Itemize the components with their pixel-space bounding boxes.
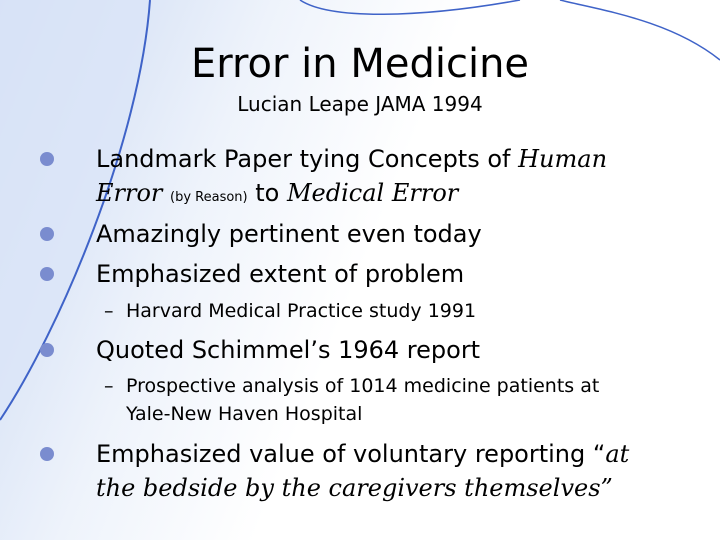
bullet-4-sub-line-2: Yale-New Haven Hospital <box>126 403 363 425</box>
bullet-icon <box>40 227 54 241</box>
bullet-2-text: Amazingly pertinent even today <box>96 220 482 248</box>
bullet-4-sub-text-1: Prospective analysis of 1014 medicine patients at <box>126 375 600 397</box>
bullet-5-text: Emphasized value of voluntary reporting “ <box>96 440 606 468</box>
page-title: Error in Medicine <box>190 41 530 87</box>
bullet-1-italic-human: Human <box>518 145 608 173</box>
bullet-4-text: Quoted Schimmel’s 1964 report <box>96 336 481 364</box>
bullet-5-line-1 <box>96 438 629 470</box>
bullet-3-sub-text: Harvard Medical Practice study 1991 <box>126 300 477 322</box>
bullet-3-text: Emphasized extent of problem <box>96 260 465 288</box>
page-subtitle: Lucian Leape JAMA 1994 <box>237 92 483 116</box>
bullet-1-italic-medical-error: Medical Error <box>286 179 459 207</box>
bullet-5-italic-at: at <box>605 440 630 468</box>
bullet-1-line-2 <box>96 177 458 214</box>
bullet-icon <box>40 152 54 166</box>
bullet-1-line-1 <box>96 143 607 175</box>
bullet-1-italic-error: Error <box>96 179 171 207</box>
bullet-icon <box>40 447 54 461</box>
bullet-icon <box>40 343 54 357</box>
bullet-1-to: to <box>247 179 287 207</box>
bullet-1-small-note: (by Reason) <box>170 190 248 205</box>
sub-dash: – <box>104 300 114 322</box>
sub-dash: – <box>104 375 114 397</box>
bullet-4-sub-line-1 <box>104 374 599 398</box>
bullet-3-sub-1 <box>104 299 476 323</box>
bullet-1-text: Landmark Paper tying Concepts of <box>96 145 519 173</box>
bullet-icon <box>40 267 54 281</box>
bullet-5-line-2: the bedside by the caregivers themselves” <box>96 474 613 502</box>
